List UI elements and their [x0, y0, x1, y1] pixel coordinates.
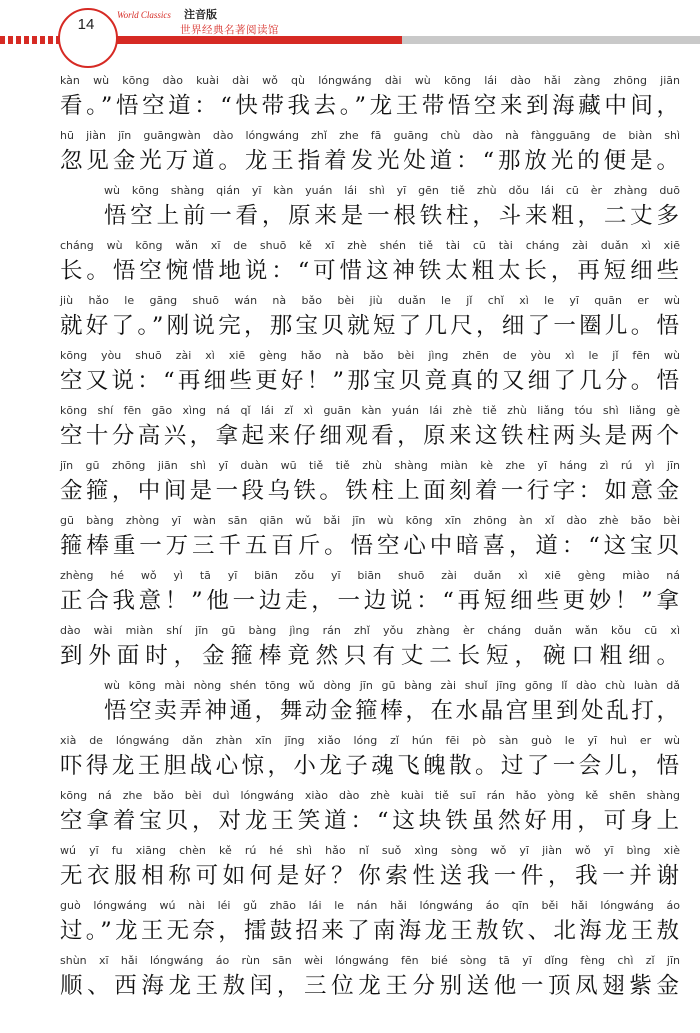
text-line — [60, 620, 680, 682]
hanzi-line: 到外面时，金箍棒竟然只有丈二长短，碗口粗细。 — [60, 643, 680, 669]
text-line — [60, 840, 680, 902]
text-line — [60, 510, 680, 572]
text-line — [60, 950, 680, 1012]
hanzi-line: 吓得龙王胆战心惊，小龙子魂飞魄散。过了一会儿，悟 — [60, 753, 680, 779]
pinyin-line: wú yī fu xiāng chèn kě rú hé shì hǎo nǐ suǒ xìng sòng wǒ yī jiàn wǒ yī bìng xiè — [60, 844, 680, 857]
pinyin-line: guò lóngwáng wú nài léi gǔ zhāo lái le nán hǎi lóngwáng áo qīn běi hǎi lóngwáng áo — [60, 899, 680, 912]
pinyin-line: kàn wù kōng dào kuài dài wǒ qù lóngwáng dài wù kōng lái dào hǎi zàng zhōng jiān — [60, 74, 680, 87]
page-number: 14 — [77, 16, 95, 33]
hanzi-line: 空又说：“再细些更好！”那宝贝竟真的又细了几分。悟 — [60, 368, 680, 394]
header-gray-bar — [402, 36, 700, 44]
pinyin-line: jiù hǎo le gāng shuō wán nà bǎo bèi jiù duǎn le jǐ chǐ xì le yī quān er wù — [60, 294, 680, 307]
hanzi-line: 过。”龙王无奈，擂鼓招来了南海龙王敖钦、北海龙王敖 — [60, 918, 680, 944]
hanzi-line: 悟空上前一看，原来是一根铁柱，斗来粗，二丈多 — [104, 203, 680, 229]
text-line — [60, 235, 680, 297]
pinyin-line: xià de lóngwáng dǎn zhàn xīn jīng xiǎo lóng zǐ hún fēi pò sàn guò le yī huì er wù — [60, 734, 680, 747]
hanzi-line: 空拿着宝贝，对龙王笑道：“这块铁虽然好用，可身上 — [60, 808, 680, 834]
hanzi-line: 箍棒重一万三千五百斤。悟空心中暗喜，道：“这宝贝 — [60, 533, 680, 559]
pinyin-line: jīn gū zhōng jiān shì yī duàn wū tiě tiě zhù shàng miàn kè zhe yī háng zì rú yì jīn — [60, 459, 680, 472]
hanzi-line: 看。”悟空道：“快带我去。”龙王带悟空来到海藏中间， — [60, 93, 680, 119]
text-line — [60, 290, 680, 352]
text-line — [60, 400, 680, 462]
text-line — [60, 565, 680, 627]
series-label: 注音版 — [184, 8, 217, 21]
hanzi-line: 空十分高兴，拿起来仔细观看，原来这铁柱两头是两个 — [60, 423, 680, 449]
pinyin-line: cháng wù kōng wǎn xī de shuō kě xī zhè shén tiě tài cū tài cháng zài duǎn xì xiē — [60, 239, 680, 252]
pinyin-line: kōng shí fēn gāo xìng ná qǐ lái zǐ xì guān kàn yuán lái zhè tiě zhù liǎng tóu shì liǎng gè — [60, 404, 680, 417]
text-line — [60, 785, 680, 847]
series-title: 世界经典名著阅读馆 — [180, 24, 279, 36]
pinyin-line: wù kōng mài nòng shén tōng wǔ dòng jīn gū bàng zài shuǐ jīng gōng lǐ dào chù luàn dǎ — [104, 679, 680, 692]
pinyin-line: kōng yòu shuō zài xì xiē gèng hǎo nà bǎo bèi jìng zhēn de yòu xì le jǐ fēn wù — [60, 349, 680, 362]
text-line — [60, 455, 680, 517]
hanzi-line: 长。悟空惋惜地说：“可惜这神铁太粗太长，再短细些 — [60, 258, 680, 284]
text-line — [60, 70, 680, 132]
text-line — [60, 675, 680, 737]
pinyin-line: kōng ná zhe bǎo bèi duì lóngwáng xiào dào zhè kuài tiě suī rán hǎo yòng kě shēn shàng — [60, 789, 680, 802]
text-line — [60, 125, 680, 187]
series-english-title: World Classics — [117, 10, 171, 20]
text-line — [60, 180, 680, 242]
hanzi-line: 就好了。”刚说完，那宝贝就短了几尺，细了一圈儿。悟 — [60, 313, 680, 339]
page-header — [0, 0, 700, 60]
hanzi-line: 悟空卖弄神通，舞动金箍棒，在水晶宫里到处乱打， — [104, 698, 680, 724]
hanzi-line: 顺、西海龙王敖闰，三位龙王分别送他一顶凤翅紫金 — [60, 973, 680, 999]
text-line — [60, 345, 680, 407]
text-line — [60, 895, 680, 957]
pinyin-line: dào wài miàn shí jīn gū bàng jìng rán zhǐ yǒu zhàng èr cháng duǎn wǎn kǒu cū xì — [60, 624, 680, 637]
pinyin-line: shùn xī hǎi lóngwáng áo rùn sān wèi lóngwáng fēn bié sòng tā yī dǐng fèng chì zǐ jīn — [60, 954, 680, 967]
pinyin-line: zhèng hé wǒ yì tā yī biān zǒu yī biān shuō zài duǎn xì xiē gèng miào ná — [60, 569, 680, 582]
header-stripe-decoration — [0, 36, 62, 44]
hanzi-line: 无衣服相称可如何是好？你索性送我一件，我一并谢 — [60, 863, 680, 889]
pinyin-line: hū jiàn jīn guāngwàn dào lóngwáng zhǐ zhe fā guāng chù dào nà fàngguāng de biàn shì — [60, 129, 680, 142]
hanzi-line: 忽见金光万道。龙王指着发光处道：“那放光的便是。 — [60, 148, 680, 174]
hanzi-line: 正合我意！”他一边走，一边说：“再短细些更妙！”拿 — [60, 588, 680, 614]
hanzi-line: 金箍，中间是一段乌铁。铁柱上面刻着一行字：如意金 — [60, 478, 680, 504]
text-line — [60, 730, 680, 792]
pinyin-line: wù kōng shàng qián yī kàn yuán lái shì yī gēn tiě zhù dǒu lái cū èr zhàng duō — [104, 184, 680, 197]
pinyin-line: gū bàng zhòng yī wàn sān qiān wǔ bǎi jīn wù kōng xīn zhōng àn xǐ dào zhè bǎo bèi — [60, 514, 680, 527]
